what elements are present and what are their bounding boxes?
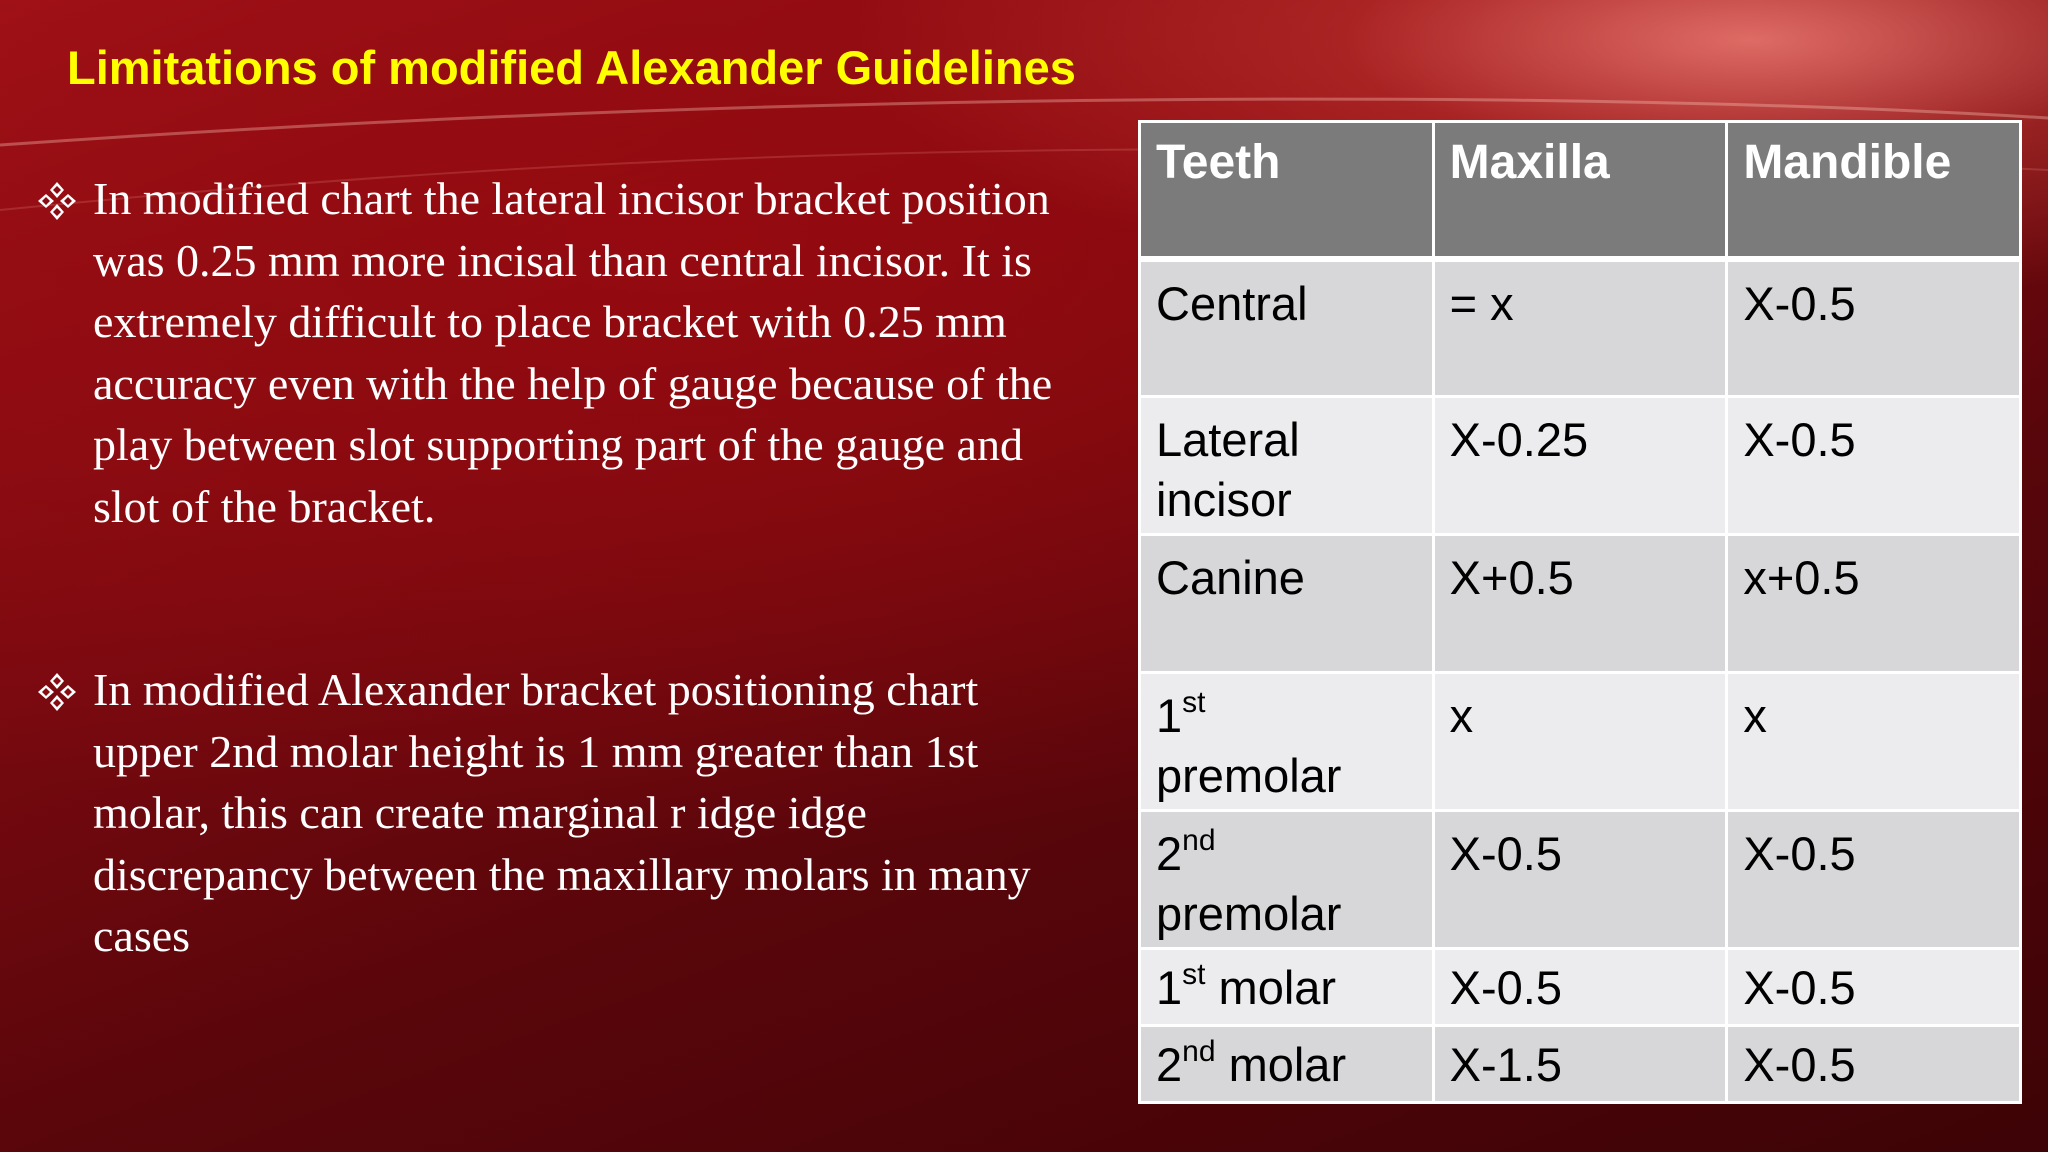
cell-mandible: X-0.5 [1727, 397, 2021, 535]
table-row [1140, 1026, 2021, 1103]
table-row [1140, 535, 2021, 673]
bullet-list [36, 168, 1056, 967]
tooth-name: premolar [1156, 749, 1342, 802]
tooth-ordinal-suffix: nd [1182, 824, 1216, 857]
cell-mandible: X-0.5 [1727, 811, 2021, 949]
bullet-item-2 [36, 659, 1056, 967]
header-teeth: Teeth [1140, 122, 1434, 259]
four-diamond-bullet-icon [36, 671, 78, 713]
tooth-ordinal: 1 [1156, 689, 1183, 742]
cell-mandible: X-0.5 [1727, 259, 2021, 397]
table-header-row [1140, 122, 2021, 259]
cell-teeth [1140, 1026, 1434, 1103]
cell-mandible: x [1727, 673, 2021, 811]
tooth-ordinal-suffix: nd [1182, 1035, 1216, 1068]
table-row [1140, 811, 2021, 949]
cell-maxilla: x [1433, 673, 1727, 811]
cell-maxilla: X+0.5 [1433, 535, 1727, 673]
bracket-height-table [1138, 120, 2022, 1104]
cell-mandible: x+0.5 [1727, 535, 2021, 673]
cell-teeth [1140, 673, 1434, 811]
cell-teeth [1140, 811, 1434, 949]
cell-maxilla: X-1.5 [1433, 1026, 1727, 1103]
cell-mandible: X-0.5 [1727, 1026, 2021, 1103]
bullet-text-1: In modified chart the lateral incisor bracket position was 0.25 mm more incisal than central incisor. It is extremely difficult to place bracket with 0.25 mm accuracy even with the help of gauge because of the play between slot supporting part of the gauge and slot of the bracket. [93, 173, 1053, 532]
cell-teeth [1140, 535, 1434, 673]
cell-maxilla: X-0.5 [1433, 949, 1727, 1026]
tooth-ordinal: 2 [1156, 827, 1183, 880]
header-maxilla: Maxilla [1433, 122, 1727, 259]
tooth-name: premolar [1156, 887, 1342, 940]
bullet-item-1 [36, 168, 1056, 537]
cell-maxilla: X-0.25 [1433, 397, 1727, 535]
cell-teeth [1140, 397, 1434, 535]
header-mandible: Mandible [1727, 122, 2021, 259]
cell-teeth [1140, 949, 1434, 1026]
cell-teeth [1140, 259, 1434, 397]
tooth-name: molar [1228, 1038, 1347, 1091]
slide-title: Limitations of modified Alexander Guidelines [67, 41, 1076, 94]
tooth-name: Canine [1156, 551, 1305, 604]
tooth-name: Central [1156, 276, 1308, 330]
cell-mandible: X-0.5 [1727, 949, 2021, 1026]
tooth-ordinal: 2 [1156, 1038, 1183, 1091]
cell-maxilla: X-0.5 [1433, 811, 1727, 949]
table-row [1140, 673, 2021, 811]
table-row [1140, 949, 2021, 1026]
four-diamond-bullet-icon [36, 180, 78, 222]
table-row [1140, 259, 2021, 397]
tooth-name: Lateral incisor [1156, 413, 1300, 526]
table-row [1140, 397, 2021, 535]
tooth-ordinal-suffix: st [1182, 958, 1206, 991]
tooth-name: molar [1218, 961, 1337, 1014]
cell-maxilla: = x [1433, 259, 1727, 397]
bullet-text-2: In modified Alexander bracket positioning chart upper 2nd molar height is 1 mm greater than 1st molar, this can create marginal r idge idge discrepancy between the maxillary molars in many cases [93, 664, 1031, 961]
tooth-ordinal: 1 [1156, 961, 1183, 1014]
tooth-ordinal-suffix: st [1182, 686, 1206, 719]
